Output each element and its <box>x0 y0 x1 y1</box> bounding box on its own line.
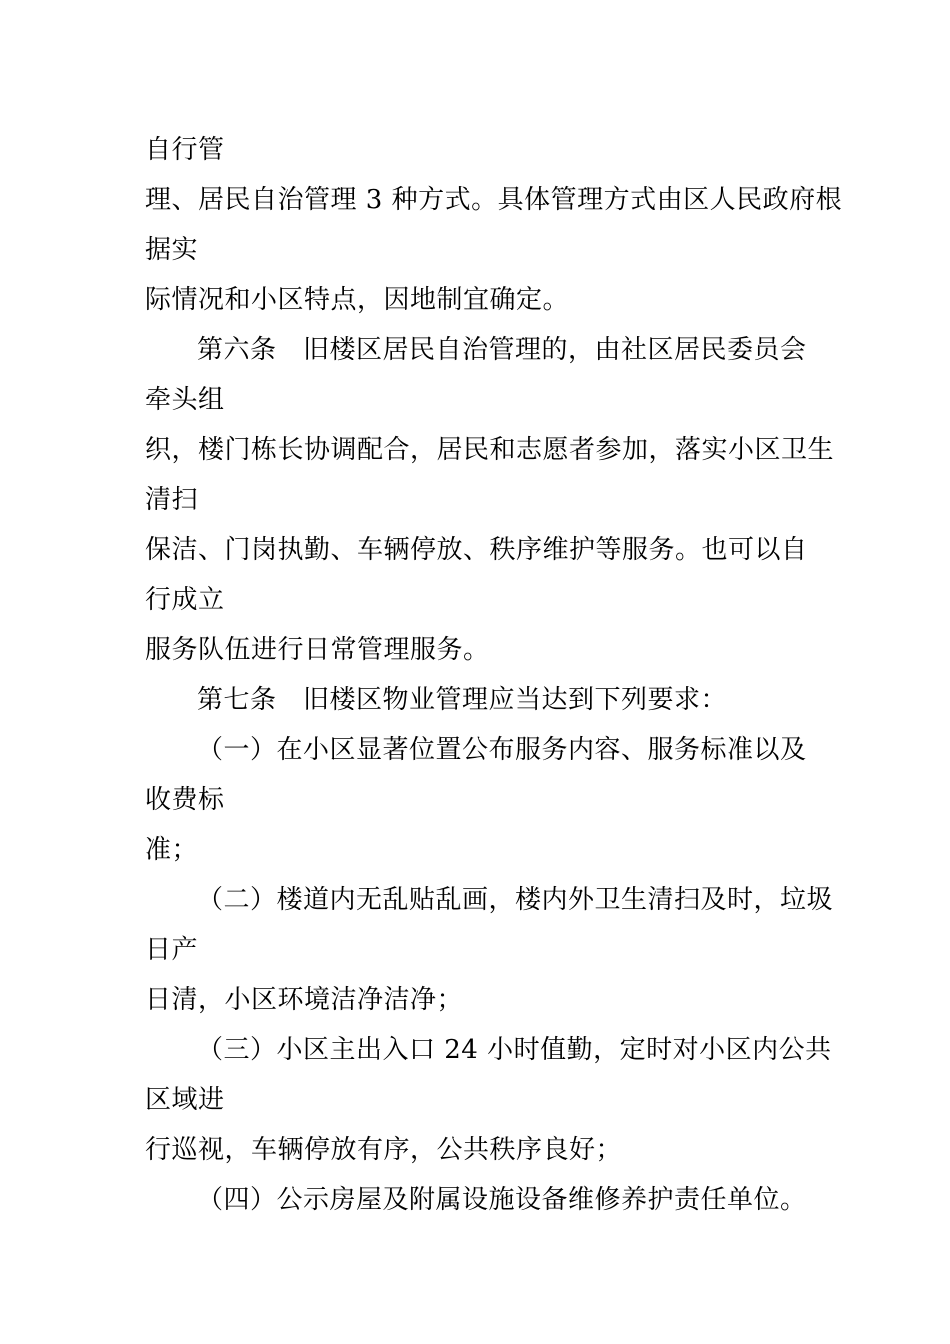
text-line: 区域进 <box>145 1085 225 1115</box>
text-line: 清扫 <box>145 485 199 515</box>
text-line: 第六条 旧楼区居民自治管理的，由社区居民委员会 <box>197 335 807 365</box>
text-line: （二）楼道内无乱贴乱画，楼内外卫生清扫及时，垃圾 <box>197 885 834 915</box>
text-line: （一）在小区显著位置公布服务内容、服务标准以及 <box>197 735 807 765</box>
text-line: 行巡视，车辆停放有序，公共秩序良好； <box>145 1135 623 1165</box>
text-line: 自行管 <box>145 135 225 165</box>
text-line: 保洁、门岗执勤、车辆停放、秩序维护等服务。也可以自 <box>145 535 808 565</box>
text-line: 理、居民自治管理 3 种方式。具体管理方式由区人民政府根 <box>145 185 843 215</box>
text-line: 日清，小区环境洁净洁净； <box>145 985 464 1015</box>
text-line: （四）公示房屋及附属设施设备维修养护责任单位。 <box>197 1185 807 1215</box>
text-line: 牵头组 <box>145 385 225 415</box>
text-line: 服务队伍进行日常管理服务。 <box>145 635 490 665</box>
text-line: 行成立 <box>145 585 225 615</box>
text-line: （三）小区主出入口 24 小时值勤，定时对小区内公共 <box>197 1035 832 1065</box>
text-line: 据实 <box>145 235 199 265</box>
text-line: 织，楼门栋长协调配合，居民和志愿者参加，落实小区卫生 <box>145 435 835 465</box>
text-line: 收费标 <box>145 785 225 815</box>
text-line: 第七条 旧楼区物业管理应当达到下列要求： <box>197 685 728 715</box>
text-line: 际情况和小区特点，因地制宜确定。 <box>145 285 570 315</box>
text-line: 日产 <box>145 935 199 965</box>
text-line: 准； <box>145 835 199 865</box>
